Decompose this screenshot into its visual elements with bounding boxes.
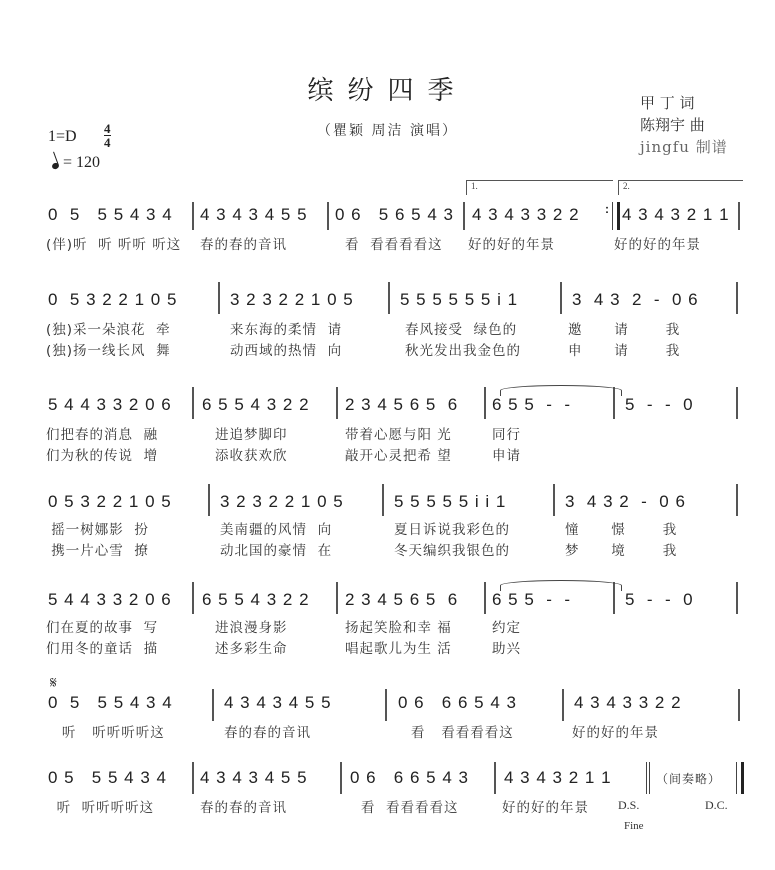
lyric-line: (独)扬一线长风 舞: [46, 343, 171, 359]
measure-notes: 0 6 6 6 5 4 3: [398, 693, 517, 712]
time-signature: [104, 122, 111, 149]
measure-notes: 3 4 3 2 - 0 6: [565, 492, 686, 511]
measure-notes: 0 5 3 2 2 1 0 5: [48, 492, 172, 511]
barline: [208, 484, 210, 516]
composer: 陈翔宇 曲: [640, 116, 705, 134]
lyric-line: 同行: [492, 427, 521, 443]
measure-notes: 5 - - 0: [625, 590, 694, 609]
key-signature: 1=D: [48, 128, 77, 145]
measure-notes: 6 5 5 - -: [492, 395, 572, 414]
measure-notes: 4 3 4 3 4 5 5: [224, 693, 332, 712]
lyric-line: 好的好的年景: [468, 237, 555, 253]
lyric-line: 美南疆的风情 向: [220, 522, 333, 538]
volta-2: 2.: [618, 180, 743, 195]
tie-arc: [500, 580, 622, 591]
measure-notes: 5 - - 0: [625, 395, 694, 414]
measure-notes: 0 5 5 5 4 3 4: [48, 693, 173, 712]
final-barline: [736, 762, 744, 794]
lyric-line: 扬起笑脸和幸 福: [345, 620, 452, 636]
fine-marking: Fine: [624, 820, 644, 832]
barline: [494, 762, 496, 794]
measure-notes: 4 3 4 3 4 5 5: [200, 205, 308, 224]
barline: [388, 282, 390, 314]
repeat-sign: :: [605, 202, 609, 216]
lyric-line: 冬天编织我银色的: [394, 543, 510, 559]
lyric-line: (伴)听 听 听听 听这: [46, 237, 182, 253]
lyric-line: 春的春的音讯: [200, 237, 287, 253]
lyric-line: 好的好的年景: [614, 237, 701, 253]
lyric-line: 好的好的年景: [502, 800, 589, 816]
measure-notes: 5 5 5 5 5 i i 1: [394, 492, 507, 511]
tie-arc: [500, 385, 622, 396]
lyric-line: 看 看看看看这: [345, 237, 443, 253]
dc-marking: D.C.: [705, 798, 728, 812]
measure-notes: 4 3 4 3 4 5 5: [200, 768, 308, 787]
barline: [192, 762, 194, 794]
lyric-line: 们用冬的童话 描: [46, 641, 159, 657]
time-sig-bottom: 4: [104, 135, 111, 150]
lyric-line: 听 听听听听这: [46, 800, 155, 816]
interlude-omitted: （间奏略）: [656, 772, 722, 786]
barline: [738, 689, 740, 721]
singers: （瞿颖 周洁 演唱）: [317, 123, 458, 139]
lyric-line: 好的好的年景: [572, 725, 659, 741]
measure-notes: 5 4 4 3 3 2 0 6: [48, 590, 172, 609]
lyric-line: 春的春的音讯: [224, 725, 311, 741]
lyric-line: 敲开心灵把希 望: [345, 448, 452, 464]
barline: [192, 202, 194, 230]
measure-notes: 4 3 4 3 2 1 1: [504, 768, 612, 787]
barline: [382, 484, 384, 516]
lyric-line: 春的春的音讯: [200, 800, 287, 816]
barline: [192, 582, 194, 614]
measure-notes: 4 3 4 3 3 2 2: [472, 205, 580, 224]
barline: [562, 689, 564, 721]
lyric-line: 们为秋的传说 增: [46, 448, 159, 464]
barline: [738, 202, 740, 230]
lyric-line: 看 看看看看这: [345, 800, 459, 816]
measure-notes: 0 5 3 2 2 1 0 5: [48, 290, 178, 309]
lyric-line: 邀 请 我: [568, 322, 681, 338]
measure-notes: 3 4 3 2 - 0 6: [572, 290, 699, 309]
lyric-line: 带着心愿与阳 光: [345, 427, 452, 443]
measure-notes: 5 4 4 3 3 2 0 6: [48, 395, 172, 414]
measure-notes: 0 6 5 6 5 4 3: [335, 205, 454, 224]
lyric-line: 看 看看看看这: [395, 725, 514, 741]
measure-notes: 4 3 4 3 2 1 1: [622, 205, 730, 224]
ds-marking: D.S.: [618, 798, 640, 812]
measure-notes: 2 3 4 5 6 5 6: [345, 590, 459, 609]
tempo-marking: [52, 154, 100, 172]
lyric-line: 摇一树娜影 扮: [46, 522, 149, 538]
transcriber: jingfu 制谱: [640, 138, 728, 156]
measure-notes: 0 6 6 6 5 4 3: [350, 768, 469, 787]
barline: [553, 484, 555, 516]
barline: [340, 762, 342, 794]
measure-notes: 4 3 4 3 3 2 2: [574, 693, 682, 712]
credits: [640, 92, 728, 158]
lyric-line: 憧 憬 我: [565, 522, 678, 538]
volta-1: 1.: [466, 180, 613, 195]
lyric-line: 们把春的消息 融: [46, 427, 159, 443]
lyric-line: 梦 境 我: [565, 543, 678, 559]
measure-notes: 6 5 5 - -: [492, 590, 572, 609]
song-title: 缤纷四季: [307, 76, 468, 106]
lyric-line: 进追梦脚印: [215, 427, 288, 443]
lyric-line: 唱起歌儿为生 活: [345, 641, 452, 657]
lyric-line: 申请: [492, 448, 521, 464]
tempo-value: = 120: [63, 154, 101, 171]
lyric-line: 来东海的柔情 请: [230, 322, 343, 338]
barline: [212, 689, 214, 721]
measure-notes: 6 5 5 4 3 2 2: [202, 395, 310, 414]
lyric-line: (独)采一朵浪花 牵: [46, 322, 171, 338]
lyric-line: 们在夏的故事 写: [46, 620, 159, 636]
lyric-line: 夏日诉说我彩色的: [394, 522, 510, 538]
lyric-line: 约定: [492, 620, 521, 636]
barline: [336, 387, 338, 419]
barline: [736, 282, 738, 314]
barline: [218, 282, 220, 314]
measure-notes: 3 2 3 2 2 1 0 5: [230, 290, 354, 309]
barline: [736, 484, 738, 516]
lyric-line: 动西域的热情 向: [230, 343, 343, 359]
lyric-line: 进浪漫身影: [215, 620, 288, 636]
barline: [327, 202, 329, 230]
measure-notes: 0 5 5 5 4 3 4: [48, 205, 173, 224]
lyric-line: 听 听听听听这: [46, 725, 165, 741]
measure-notes: 3 2 3 2 2 1 0 5: [220, 492, 344, 511]
time-sig-top: 4: [104, 121, 111, 136]
measure-notes: 0 5 5 5 4 3 4: [48, 768, 167, 787]
repeat-barline: [612, 202, 620, 230]
lyricist: 甲 丁 词: [640, 94, 695, 112]
lyric-line: 添收获欢欣: [215, 448, 288, 464]
lyric-line: 申 请 我: [568, 343, 681, 359]
lyric-line: 携一片心雪 撩: [46, 543, 149, 559]
measure-notes: 6 5 5 4 3 2 2: [202, 590, 310, 609]
lyric-line: 春风接受 绿色的: [405, 322, 518, 338]
lyric-line: 秋光发出我金色的: [405, 343, 521, 359]
segno-icon: 𝄋: [50, 675, 57, 692]
barline: [463, 202, 465, 230]
lyric-line: 助兴: [492, 641, 521, 657]
quarter-note-icon: [51, 162, 60, 170]
double-barline: [646, 762, 650, 794]
barline: [385, 689, 387, 721]
measure-notes: 5 5 5 5 5 5 i 1: [400, 290, 519, 309]
barline: [484, 582, 486, 614]
barline: [484, 387, 486, 419]
measure-notes: 2 3 4 5 6 5 6: [345, 395, 459, 414]
barline: [736, 387, 738, 419]
barline: [192, 387, 194, 419]
lyric-line: 述多彩生命: [215, 641, 288, 657]
lyric-line: 动北国的豪情 在: [220, 543, 333, 559]
barline: [560, 282, 562, 314]
barline: [736, 582, 738, 614]
barline: [336, 582, 338, 614]
